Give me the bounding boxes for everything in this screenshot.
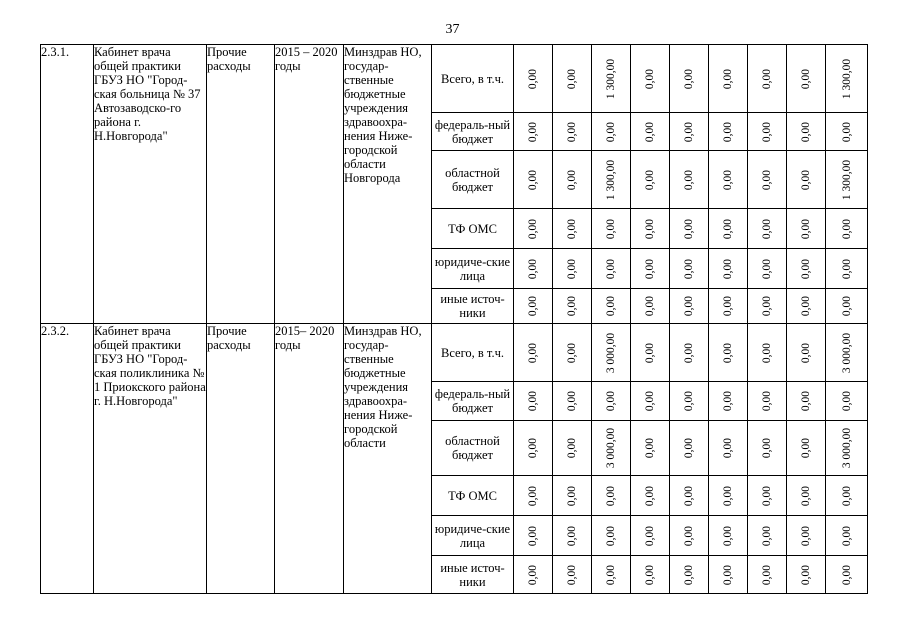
period-cell: 2015– 2020 годы [275,324,344,594]
object-name-cell: Кабинет врача общей практики ГБУЗ НО "Город-ская поликлиника № 1 Приокского района г. Н.Новгорода" [94,324,207,594]
value-cell [826,249,868,289]
value-text: 0,00 [761,121,773,142]
value-text: 1 300,00 [840,159,853,200]
value-text: 0,00 [566,564,578,585]
value-text: 0,00 [761,169,773,190]
funding-source-cell: юридиче-ские лица [432,516,514,556]
value-text: 0,00 [683,437,695,459]
value-cell [631,151,670,209]
value-text: 0,00 [644,121,656,142]
value-text: 1 300,00 [605,159,617,200]
value-cell [514,289,553,324]
value-text: 0,00 [527,485,539,506]
value-cell [553,382,592,421]
value-cell [592,476,631,516]
value-text: 0,00 [722,218,734,239]
value-cell [787,324,826,382]
value-text: 0,00 [683,68,695,89]
value-text: 3 000,00 [605,332,617,373]
value-cell [631,476,670,516]
value-cell [631,382,670,421]
value-cell [670,113,709,151]
value-cell [709,516,748,556]
value-text: 0,00 [683,258,695,279]
item-code-cell: 2.3.2. [41,324,94,594]
value-text: 0,00 [527,342,539,363]
value-text: 0,00 [566,485,578,506]
value-text: 0,00 [840,121,853,142]
value-cell [631,289,670,324]
value-cell [553,516,592,556]
value-text: 0,00 [683,218,695,239]
value-cell [709,476,748,516]
value-text: 0,00 [566,342,578,363]
value-text: 0,00 [800,525,812,546]
value-cell [787,151,826,209]
value-cell [826,151,868,209]
value-cell [709,421,748,476]
value-cell [631,421,670,476]
funding-source-cell: областной бюджет [432,151,514,209]
value-cell [592,45,631,113]
value-cell [592,113,631,151]
value-text: 0,00 [683,525,695,546]
value-cell [748,516,787,556]
value-cell [787,209,826,249]
value-cell [709,556,748,594]
value-cell [826,209,868,249]
value-cell [670,289,709,324]
value-cell [826,556,868,594]
value-cell [709,45,748,113]
page-number: 37 [445,22,460,37]
value-text: 0,00 [605,258,617,279]
value-cell [787,476,826,516]
value-cell [748,113,787,151]
value-text: 0,00 [722,437,734,459]
value-text: 0,00 [840,525,853,546]
value-cell [592,289,631,324]
value-cell [631,516,670,556]
value-cell [670,476,709,516]
object-name-cell: Кабинет врача общей практики ГБУЗ НО "Город-ская больница № 37 Автозаводско-го района г. Н.Новгорода" [94,45,207,324]
value-cell [670,209,709,249]
value-text: 0,00 [566,121,578,142]
value-text: 0,00 [800,258,812,279]
value-text: 0,00 [800,68,812,89]
value-cell [592,421,631,476]
item-code-cell: 2.3.1. [41,45,94,324]
funding-source-cell: федераль-ный бюджет [432,113,514,151]
value-cell [592,382,631,421]
value-text: 0,00 [761,525,773,546]
funding-source-cell: Всего, в т.ч. [432,324,514,382]
value-text: 0,00 [800,564,812,585]
value-cell [553,151,592,209]
value-text: 0,00 [527,218,539,239]
value-text: 0,00 [800,218,812,239]
value-cell [826,289,868,324]
value-text: 0,00 [761,68,773,89]
value-text: 0,00 [840,295,853,317]
value-text: 0,00 [683,342,695,363]
value-cell [748,289,787,324]
value-text: 0,00 [761,342,773,363]
value-cell [787,113,826,151]
value-cell [514,324,553,382]
value-text: 0,00 [722,525,734,546]
value-cell [670,45,709,113]
value-text: 0,00 [722,169,734,190]
table-row [41,45,868,113]
value-cell [592,151,631,209]
value-cell [787,45,826,113]
value-text: 0,00 [605,525,617,546]
value-text: 0,00 [566,169,578,190]
funding-source-cell: областной бюджет [432,421,514,476]
value-cell [826,516,868,556]
value-cell [670,556,709,594]
value-cell [748,421,787,476]
funding-source-cell: иные источ-ники [432,289,514,324]
value-cell [787,289,826,324]
value-cell [787,421,826,476]
value-text: 0,00 [566,258,578,279]
value-cell [592,209,631,249]
expense-type-cell: Прочие расходы [207,324,275,594]
value-cell [709,324,748,382]
value-text: 0,00 [644,342,656,363]
value-text: 0,00 [761,390,773,412]
value-text: 0,00 [683,390,695,412]
value-text: 0,00 [527,169,539,190]
value-text: 0,00 [722,564,734,585]
value-text: 0,00 [840,485,853,506]
value-cell [787,556,826,594]
value-cell [748,476,787,516]
value-text: 3 000,00 [605,427,617,469]
value-text: 0,00 [722,258,734,279]
value-text: 0,00 [722,342,734,363]
value-cell [514,151,553,209]
value-cell [631,556,670,594]
value-cell [592,556,631,594]
value-text: 0,00 [722,390,734,412]
value-text: 0,00 [644,258,656,279]
value-text: 0,00 [761,485,773,506]
value-cell [709,209,748,249]
value-text: 0,00 [527,525,539,546]
value-text: 0,00 [644,390,656,412]
funding-source-cell: федераль-ный бюджет [432,382,514,421]
value-cell [787,382,826,421]
value-text: 0,00 [800,437,812,459]
value-text: 0,00 [605,485,617,506]
value-cell [709,151,748,209]
value-text: 0,00 [527,437,539,459]
value-cell [670,382,709,421]
value-text: 0,00 [566,218,578,239]
period-cell: 2015 – 2020 годы [275,45,344,324]
value-cell [514,516,553,556]
value-cell [670,324,709,382]
value-cell [514,249,553,289]
value-text: 0,00 [644,295,656,317]
funding-source-cell: юридиче-ские лица [432,249,514,289]
value-cell [514,45,553,113]
value-cell [709,289,748,324]
value-text: 0,00 [722,295,734,317]
value-cell [631,324,670,382]
value-text: 0,00 [644,525,656,546]
value-cell [553,421,592,476]
value-cell [514,556,553,594]
value-text: 0,00 [840,218,853,239]
value-text: 0,00 [644,485,656,506]
value-cell [553,556,592,594]
value-text: 0,00 [605,218,617,239]
value-cell [709,382,748,421]
value-text: 0,00 [527,564,539,585]
value-text: 0,00 [800,485,812,506]
value-cell [748,151,787,209]
value-text: 0,00 [527,295,539,317]
table-body [41,45,868,594]
value-text: 0,00 [800,342,812,363]
value-cell [748,382,787,421]
value-cell [514,421,553,476]
value-cell [553,209,592,249]
value-cell [592,516,631,556]
value-text: 0,00 [644,169,656,190]
value-text: 0,00 [800,390,812,412]
value-cell [787,516,826,556]
value-text: 3 000,00 [840,427,853,469]
table-row [41,324,868,382]
value-text: 0,00 [605,295,617,317]
value-cell [553,289,592,324]
value-text: 0,00 [840,564,853,585]
value-cell [748,209,787,249]
value-cell [670,421,709,476]
value-text: 0,00 [761,258,773,279]
value-cell [553,45,592,113]
value-cell [748,249,787,289]
value-cell [670,516,709,556]
value-text: 0,00 [683,295,695,317]
value-cell [514,113,553,151]
value-cell [826,324,868,382]
value-text: 0,00 [761,295,773,317]
value-cell [709,249,748,289]
value-text: 0,00 [644,564,656,585]
value-cell [748,324,787,382]
value-text: 0,00 [527,68,539,89]
value-cell [826,476,868,516]
value-text: 0,00 [840,258,853,279]
value-text: 1 300,00 [840,58,853,99]
value-cell [826,382,868,421]
value-text: 0,00 [527,390,539,412]
executor-cell: Минздрав НО, государ-ственные бюджетные учреждения здравоохра-нения Ниже-городской области [344,324,432,594]
value-text: 0,00 [800,121,812,142]
value-cell [514,476,553,516]
budget-table [40,44,868,594]
value-cell [631,113,670,151]
value-text: 0,00 [566,295,578,317]
value-text: 0,00 [527,258,539,279]
value-text: 0,00 [800,295,812,317]
expense-type-cell: Прочие расходы [207,45,275,324]
value-cell [514,382,553,421]
value-text: 0,00 [683,121,695,142]
funding-source-cell: иные источ-ники [432,556,514,594]
value-cell [631,209,670,249]
value-cell [553,249,592,289]
value-text: 0,00 [761,218,773,239]
value-cell [553,113,592,151]
value-text: 0,00 [644,437,656,459]
value-cell [826,113,868,151]
value-text: 0,00 [722,68,734,89]
value-cell [670,151,709,209]
value-cell [631,249,670,289]
value-text: 0,00 [683,485,695,506]
value-text: 0,00 [566,390,578,412]
value-text: 0,00 [605,390,617,412]
value-cell [748,556,787,594]
value-text: 0,00 [605,121,617,142]
value-text: 0,00 [566,437,578,459]
value-cell [592,249,631,289]
value-cell [709,113,748,151]
value-cell [670,249,709,289]
value-cell [553,476,592,516]
value-text: 0,00 [644,68,656,89]
value-cell [787,249,826,289]
funding-source-cell: Всего, в т.ч. [432,45,514,113]
value-text: 0,00 [605,564,617,585]
value-cell [826,421,868,476]
value-text: 0,00 [800,169,812,190]
funding-source-cell: ТФ ОМС [432,476,514,516]
value-text: 0,00 [644,218,656,239]
value-text: 0,00 [683,564,695,585]
value-cell [553,324,592,382]
value-text: 0,00 [683,169,695,190]
value-text: 0,00 [566,525,578,546]
value-text: 0,00 [761,564,773,585]
value-text: 0,00 [840,390,853,412]
value-text: 3 000,00 [840,332,853,373]
value-cell [748,45,787,113]
value-cell [826,45,868,113]
value-text: 0,00 [722,121,734,142]
value-cell [592,324,631,382]
executor-cell: Минздрав НО, государ-ственные бюджетные учреждения здравоохра-нения Ниже-городской области Новгорода [344,45,432,324]
value-text: 0,00 [527,121,539,142]
value-text: 1 300,00 [605,58,617,99]
value-text: 0,00 [761,437,773,459]
value-text: 0,00 [566,68,578,89]
funding-source-cell: ТФ ОМС [432,209,514,249]
value-cell [514,209,553,249]
value-text: 0,00 [722,485,734,506]
value-cell [631,45,670,113]
